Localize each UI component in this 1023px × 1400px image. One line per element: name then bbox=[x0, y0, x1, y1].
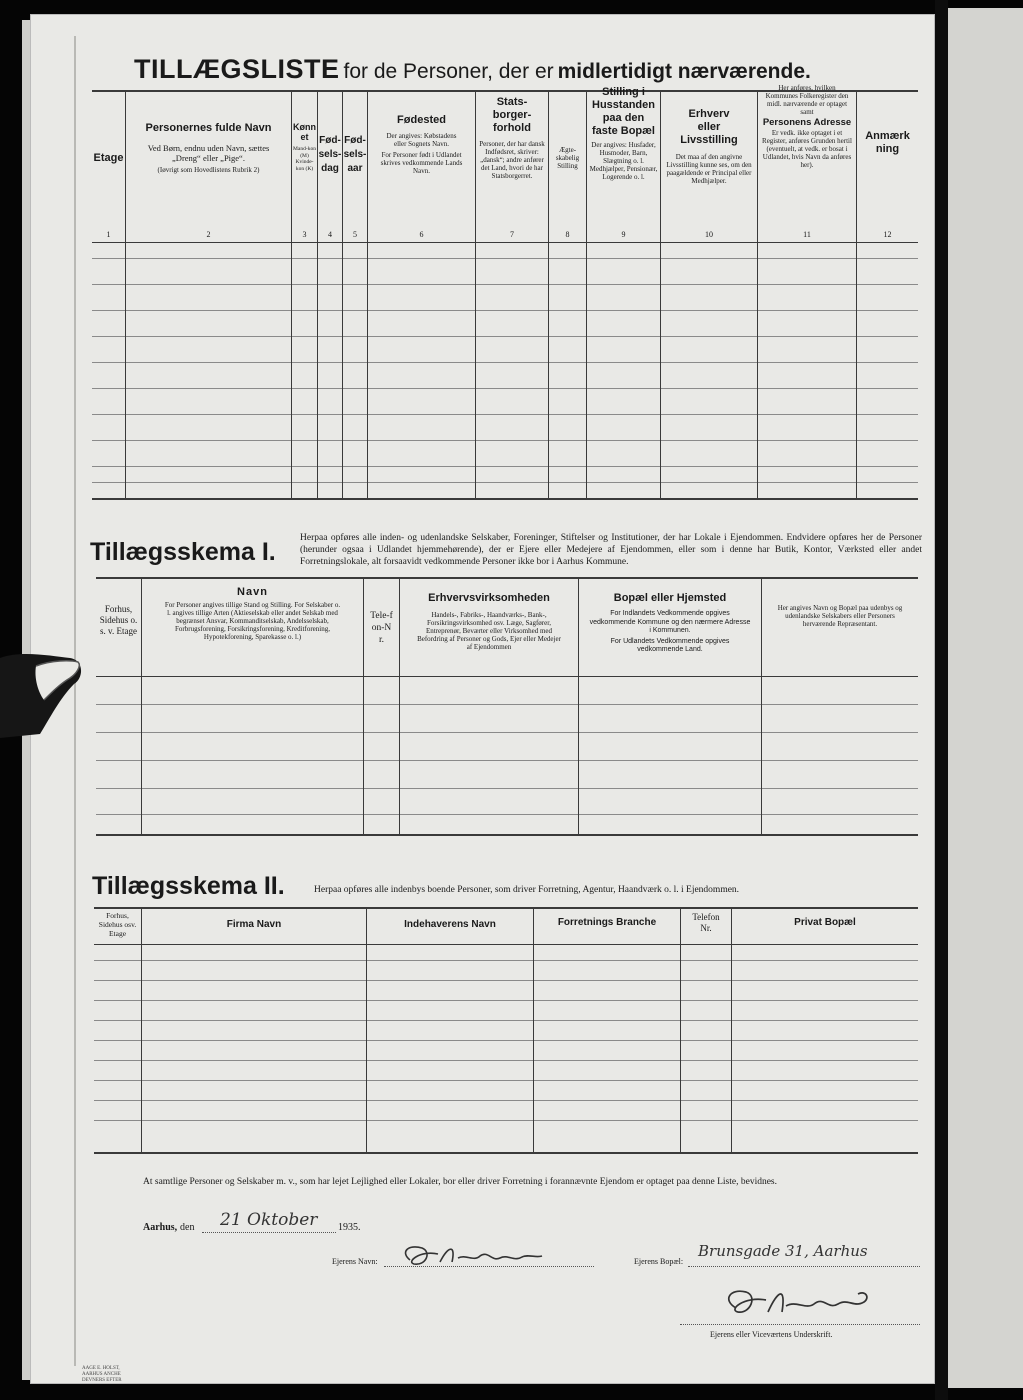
certification-text: At samtlige Personer og Selskaber m. v., som har lejet Lejlighed eller Lokaler, bor eller driver Forretning i forannævnte Ejendom er optaget paa denne Liste, bevidnes. bbox=[143, 1177, 777, 1187]
s1-col-telefon: Tele-fon-Nr. bbox=[370, 611, 393, 645]
t1-col-address bbox=[758, 84, 856, 169]
den-label: den bbox=[180, 1222, 195, 1233]
t1-col-gender bbox=[292, 122, 317, 172]
t1-col-birthplace-desc: Der angives: Købstadens eller Sognets Navn. bbox=[386, 132, 457, 148]
s2-col-bopael: Privat Bopæl bbox=[794, 917, 856, 928]
s1-col-etage: Forhus, Sidehus o. s. v. Etage bbox=[99, 604, 138, 636]
t1-num-9: 9 bbox=[621, 230, 626, 239]
t1-col-name bbox=[126, 122, 291, 174]
title-bold2: midlertidigt nærværende. bbox=[557, 60, 811, 83]
t1-col-citizenship bbox=[476, 96, 548, 180]
t1-col-birthyear: Fød-sels-aar bbox=[343, 135, 367, 174]
t1-col-citizenship-title: Stats-borger-forhold bbox=[492, 96, 532, 134]
title-bold: TILLÆGSLISTE bbox=[134, 54, 340, 84]
s1-col-bopael-desc: For Indlandets Vedkommende opgives vedkommende Kommune og den nærmere Adresse i Kommunen. bbox=[589, 610, 751, 634]
s2-col-etage: Forhus, Sidehus osv. Etage bbox=[98, 911, 137, 938]
main-title bbox=[134, 54, 894, 85]
s1-col-bopael-title: Bopæl eller Hjemsted bbox=[613, 592, 727, 604]
t1-col-occupation bbox=[661, 108, 757, 185]
t1-col-occupation-desc: Det maa af den angivne Livsstilling kunne ses, om den paagældende er Principal eller Medhjælper. bbox=[666, 153, 752, 185]
owner-address-label: Ejerens Bopæl: bbox=[634, 1257, 684, 1266]
printer-imprint: AAGE E. HOLST, AARHUS ANCHE DEVNERS EFTER bbox=[82, 1366, 122, 1383]
adjacent-page bbox=[948, 8, 1023, 1388]
city-label: Aarhus, bbox=[143, 1222, 178, 1233]
s1-col-bopael bbox=[579, 592, 761, 655]
title-regular: for de Personer, der er bbox=[343, 60, 554, 83]
t1-num-6: 6 bbox=[419, 230, 424, 239]
t1-num-5: 5 bbox=[353, 230, 357, 239]
skema2-intro: Herpaa opføres alle indenbys boende Personer, som driver Forretning, Agentur, Haandværk o. l. i Ejendommen. bbox=[314, 885, 740, 895]
t1-col-household bbox=[587, 86, 660, 181]
signature-line bbox=[680, 1324, 920, 1325]
s1-col-navn-title: Navn bbox=[237, 586, 268, 598]
signature-label: Ejerens eller Viceværtens Underskrift. bbox=[710, 1330, 833, 1339]
skema1-intro: Herpaa opføres alle inden- og udenlandske Selskaber, Foreninger, Stiftelser og Institutioner, der har Lokale i Ejendommen. Endvidere opføres her de Personer (herunder ogsaa i Udlandet hjemmehørende), der er Ejere eller Medejere af Ejendommen, eller som i denne har Butik, Kontor, Værksted eller andet Forretningslokale, alt forsaavidt vedkommende Personer ikke bor i Aarhus Kommune. bbox=[300, 533, 922, 567]
document-page bbox=[30, 14, 935, 1384]
t1-num-4: 4 bbox=[328, 230, 332, 239]
skema2-title: Tillægsskema II. bbox=[92, 872, 285, 900]
s1-col-erhverv-desc: Handels-, Fabriks-, Haandværks-, Bank-, Forsikringsvirksomhed osv. Læge, Sagfører, Entreprenør, Beværter eller Virksomhed med Befordring af Personer og Gods, Ejer eller Medejer af Ejendommen bbox=[417, 611, 561, 651]
t1-col-birthplace bbox=[368, 114, 475, 175]
s1-col-navn-desc: For Personer angives tillige Stand og Stilling. For Selskaber o. l. angives tillige Arten (Aktieselskab eller andet Selskab med begrænset Ansvar, Kommanditselskab, Andelsselskab, Forbrugsforening, Forsikringsforening, Kreditforening, Hypotekforening, Sparekasse o. l.) bbox=[164, 601, 341, 641]
t1-col-address-pre: Her anføres, hvilken Kommunes Folkeregister den midl. nærværende er optaget samt bbox=[765, 84, 849, 116]
t1-col-gender-desc: Mand-kon (M) Kvinde-kon (K) bbox=[293, 146, 316, 172]
date-handwritten: 21 Oktober bbox=[220, 1210, 318, 1230]
s2-col-indehaver: Indehaverens Navn bbox=[404, 919, 496, 930]
t1-col-etage: Etage bbox=[93, 152, 124, 164]
t1-col-marital: Ægte-skabelig Stilling bbox=[555, 146, 580, 170]
t1-num-11: 11 bbox=[803, 230, 811, 239]
t1-num-1: 1 bbox=[106, 230, 111, 239]
s1-col-erhverv bbox=[400, 592, 578, 651]
t1-col-name-desc2: (Iøvrigt som Hovedlistens Rubrik 2) bbox=[157, 166, 260, 174]
t1-col-household-title: Stilling i Husstanden paa den faste Bopæl bbox=[592, 86, 655, 137]
s2-col-branche: Forretnings Branche bbox=[557, 917, 657, 928]
t1-col-address-title: Personens Adresse bbox=[762, 117, 852, 128]
t1-col-gender-title: Kønnet bbox=[293, 122, 316, 142]
s1-col-representant: Her angives Navn og Bopæl paa udenbys og udenlandske Selskabers eller Personers herværende Repræsentant. bbox=[777, 604, 903, 628]
s1-col-bopael-desc2: For Udlandets Vedkommende opgives vedkommende Land. bbox=[610, 637, 730, 653]
t1-num-2: 2 bbox=[206, 230, 211, 239]
s2-col-telefon: Telefon Nr. bbox=[692, 912, 720, 933]
s2-col-firma: Firma Navn bbox=[226, 919, 282, 930]
date-line bbox=[202, 1232, 336, 1233]
owner-address-handwritten: Brunsgade 31, Aarhus bbox=[698, 1242, 868, 1260]
t1-num-8: 8 bbox=[565, 230, 570, 239]
t1-col-birthplace-title: Fødested bbox=[397, 114, 446, 126]
t1-col-address-desc: Er vedk. ikke optaget i et Register, anføres Grunden hertil (eventuelt, at vedk. er bosat i Udlandet, hvis Navn da anføres her). bbox=[762, 129, 852, 169]
owner-name-label: Ejerens Navn: bbox=[332, 1257, 378, 1266]
t1-col-name-desc: Ved Børn, endnu uden Navn, sættes „Dreng“ eller „Pige“. bbox=[147, 143, 270, 163]
t1-num-10: 10 bbox=[705, 230, 713, 239]
owner-underskrift-signature bbox=[716, 1282, 876, 1322]
s1-col-navn bbox=[142, 586, 363, 641]
t1-col-citizenship-desc: Personer, der har dansk Indfødsret, skriver: „dansk“; andre anfører det Land, hvori de har Statsborgerret. bbox=[479, 140, 545, 180]
t1-col-birthday: Fød-sels-dag bbox=[318, 135, 342, 174]
book-gutter bbox=[935, 0, 948, 1400]
year-label: 1935. bbox=[338, 1222, 361, 1233]
t1-col-name-title: Personernes fulde Navn bbox=[145, 122, 272, 134]
t1-col-occupation-title: Erhverv eller Livsstilling bbox=[680, 108, 738, 146]
thumb-image bbox=[0, 648, 82, 740]
s1-col-erhverv-title: Erhvervsvirksomheden bbox=[428, 592, 550, 604]
t1-num-7: 7 bbox=[510, 230, 514, 239]
t1-col-birthplace-desc2: For Personer født i Udlandet skrives vedkommende Lands Navn. bbox=[380, 151, 463, 175]
owner-name-signature bbox=[396, 1240, 546, 1272]
skema1-title: Tillægsskema I. bbox=[90, 538, 276, 566]
owner-address-line bbox=[688, 1266, 920, 1267]
t1-num-3: 3 bbox=[302, 230, 307, 239]
t1-col-household-desc: Der angives: Husfader, Husmoder, Barn, Slægtning o. l. Medhjælper, Pensionær, Logerende o. l. bbox=[589, 141, 658, 181]
t1-col-remarks: Anmærkning bbox=[865, 130, 910, 155]
t1-num-12: 12 bbox=[883, 230, 892, 239]
